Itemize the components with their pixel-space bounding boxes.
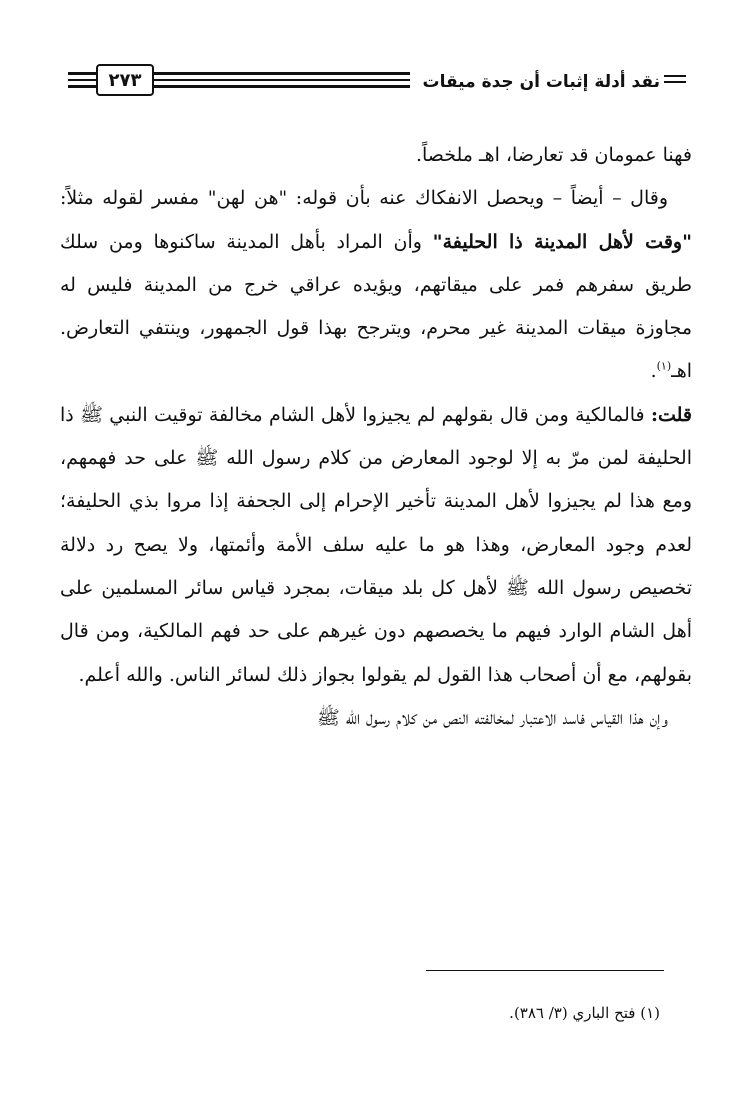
paragraph-3 (60, 394, 692, 697)
footnote-marker[interactable]: (١) (656, 360, 672, 374)
main-text (60, 134, 692, 740)
paragraph-2-end: . (650, 360, 657, 383)
header-rule-left (68, 66, 96, 96)
header-rule-right (664, 66, 686, 96)
paragraph-2-start: وقال – أيضاً – ويحصل الانفكاك عنه بأن قوله: "هن لهن" مفسر لقوله مثلاً: (60, 187, 669, 210)
running-title: نقد أدلة إثبات أن جدة ميقات (422, 72, 660, 92)
paragraph-2-rest: وأن المراد بأهل المدينة ساكنوها ومن سلك طريق سفرهم فمر على ميقاتهم، ويؤيده عراقي خرج من المدينة فليس له مجاوزة ميقات المدينة غير محرم، ويترجح بهذا قول الجمهور، وينتفي التعارض. اهـ (60, 230, 692, 383)
footnote-separator (426, 970, 664, 971)
quoted-hadith: "وقت لأهل المدينة ذا الحليفة" (432, 230, 692, 253)
paragraph-3-lead: قلت: (650, 403, 692, 426)
page-header (0, 0, 752, 110)
page-number: ٢٧٣ (96, 64, 154, 96)
paragraph-3-text: فالمالكية ومن قال بقولهم لم يجيزوا لأهل الشام مخالفة توقيت النبي ﷺ ذا الحليفة لمن مرّ به إلا لوجود المعارض من كلام رسول الله ﷺ على حد فهمهم، ومع هذا لم يجيزوا لأهل المدينة تأخير الإحرام إلى الجحفة إذا مروا بذي الحليفة؛ لعدم وجود المعارض، وهذا هو ما عليه سلف الأمة وأئمتها، ولا يصح رد دلالة تخصيص رسول الله ﷺ لأهل كل بلد ميقات، بمجرد قياس سائر المسلمين على أهل الشام الوارد فيهم ما يخصصهم دون غيرهم على حد فهم المالكية، ومن قال بقولهم، مع أن أصحاب هذا القول لم يقولوا بجواز ذلك لسائر الناس. والله أعلم. (60, 403, 692, 686)
paragraph-4: وإن هذا القياس فاسد الاعتبار لمخالفته النص من كلام رسول الله ﷺ (316, 706, 668, 729)
paragraph-2 (60, 177, 692, 393)
paragraph-1: فهنا عمومان قد تعارضا، اهـ ملخصاً. (415, 144, 692, 166)
header-rule-middle (154, 66, 410, 96)
footnote: (١) فتح الباري (٣/ ٣٨٦). (509, 1004, 660, 1022)
